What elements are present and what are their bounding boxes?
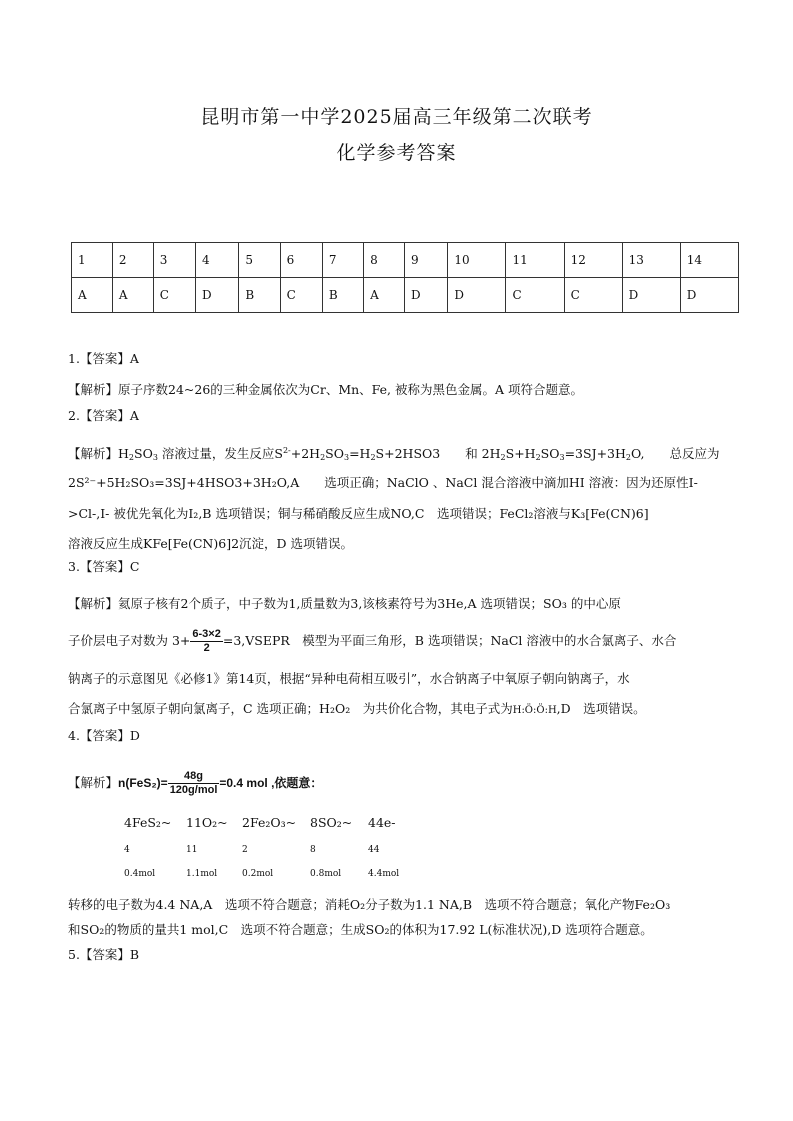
answer-cell: A	[112, 278, 153, 313]
question-number-cell: 12	[564, 243, 622, 278]
question-number-cell: 3	[153, 243, 195, 278]
question-number-cell: 6	[280, 243, 322, 278]
question-number-row	[72, 243, 739, 278]
question-number-cell: 14	[680, 243, 738, 278]
reaction-coefficient: 44	[368, 845, 380, 855]
document-subtitle: 化学参考答案	[336, 142, 457, 164]
answer-cell: B	[322, 278, 363, 313]
reaction-species: 11O₂~	[186, 815, 228, 830]
answer-cell: D	[680, 278, 738, 313]
q3-answer: 3.【答案】C	[68, 559, 140, 574]
reaction-coefficient: 4	[124, 845, 130, 855]
q5-answer: 5.【答案】B	[68, 947, 140, 962]
question-number-cell: 7	[322, 243, 363, 278]
reaction-coefficient: 8	[310, 845, 316, 855]
reaction-coefficient: 2	[242, 845, 248, 855]
answer-cell: D	[404, 278, 447, 313]
reaction-coefficient: 11	[186, 845, 198, 855]
q2-answer: 2.【答案】A	[68, 408, 139, 423]
reaction-amount: 1.1mol	[186, 869, 218, 879]
question-number-cell: 8	[364, 243, 405, 278]
question-number-cell: 10	[448, 243, 506, 278]
answer-cell: C	[153, 278, 195, 313]
answer-cell: C	[564, 278, 622, 313]
reaction-amount: 4.4mol	[368, 869, 400, 879]
question-number-cell: 11	[506, 243, 564, 278]
answer-row	[72, 278, 739, 313]
question-number-cell: 5	[239, 243, 280, 278]
q3-analysis-line1: 【解析】氦原子核有2个质子，中子数为1,质量数为3,该核素符号为3He,A 选项错误；SO₃ 的中心原	[68, 596, 621, 611]
answer-cell: D	[195, 278, 238, 313]
answer-cell: A	[364, 278, 405, 313]
document-title: 昆明市第一中学2025届高三年级第二次联考	[200, 106, 593, 128]
answer-cell: C	[280, 278, 322, 313]
q3-analysis-line2: 子价层电子对数为 3+ $\frac{6-3\times 2}{2}$ =3,VSEPR 模型为平面三角形，B 选项错误；NaCl 溶液中的水合氯离子、水合	[68, 628, 677, 654]
question-number-cell: 9	[404, 243, 447, 278]
answer-cell: D	[448, 278, 506, 313]
q1-analysis: 【解析】原子序数24~26的三种金属依次为Cr、Mn、Fe, 被称为黑色金属。A 项符合题意。	[68, 382, 584, 397]
question-number-cell: 13	[622, 243, 680, 278]
answer-cell: C	[506, 278, 564, 313]
q2-analysis-line3: >Cl-,I- 被优先氧化为I₂,B 选项错误；铜与稀硝酸反应生成NO,C 选项错误；FeCl₂溶液与K₃[Fe(CN)6]	[68, 506, 649, 521]
reaction-species: 8SO₂~	[310, 815, 353, 830]
q3-analysis-line3: 钠离子的示意图见《必修1》第14页，根据“异种电荷相互吸引”，水合钠离子中氧原子朝向钠离子，水	[68, 671, 630, 686]
q4-analysis-line2: 和SO₂的物质的量共1 mol,C 选项不符合题意；生成SO₂的体积为17.92 L(标准状况),D 选项符合题意。	[68, 922, 653, 937]
reaction-species: 2Fe₂O₃~	[242, 815, 297, 830]
reaction-species: 44e-	[368, 815, 396, 830]
q3-analysis-line4: 合氯离子中氢原子朝向氯离子，C 选项正确；H₂O₂ 为共价化合物，其电子式为H:Ö:Ö:H,D 选项错误。	[68, 701, 646, 716]
answer-cell: B	[239, 278, 280, 313]
q4-fraction: $\frac{48g}{\text{120g/mol}}$	[169, 770, 218, 796]
q2-analysis-line1: 【解析】$H_2SO_3$ 溶液过量，发生反应$S^{2-}+2H_2SO_3=H_2S+2HSO3$ 和 $2H_2S+H_2SO_3=3SJ+3H_2O$, 总反应为	[68, 446, 720, 462]
reaction-amount: 0.2mol	[242, 869, 274, 879]
q4-analysis: 【解析】n(FeS₂)= $\frac{48g}{\text{120g/mol}}$ =0.4 mol ,依题意：	[68, 770, 323, 796]
question-number-cell: 4	[195, 243, 238, 278]
answer-cell: A	[72, 278, 113, 313]
reaction-amount: 0.4mol	[124, 869, 156, 879]
question-number-cell: 1	[72, 243, 113, 278]
q1-answer: 1.【答案】A	[68, 351, 139, 366]
h2o2-electron-formula: H:Ö:Ö:H	[512, 705, 557, 716]
q4-analysis-line1: 转移的电子数为4.4 NA,A 选项不符合题意；消耗O₂分子数为1.1 NA,B 选项不符合题意；氧化产物Fe₂O₃	[68, 897, 671, 912]
reaction-species: 4FeS₂~	[124, 815, 172, 830]
answer-table	[71, 242, 739, 313]
question-number-cell: 2	[112, 243, 153, 278]
answer-cell: D	[622, 278, 680, 313]
reaction-amount: 0.8mol	[310, 869, 342, 879]
q3-fraction: $\frac{6-3\times 2}{2}$	[192, 628, 221, 654]
q4-answer: 4.【答案】D	[68, 728, 140, 743]
q2-analysis-line2: 2S²⁻+5H₂SO₃=3SJ+4HSO3+3H₂O,A 选项正确；NaClO 、NaCl 混合溶液中滴加HI 溶液：因为还原性I-	[68, 475, 698, 490]
q2-analysis-line4: 溶液反应生成KFe[Fe(CN)6]2沉淀，D 选项错误。	[68, 536, 354, 551]
